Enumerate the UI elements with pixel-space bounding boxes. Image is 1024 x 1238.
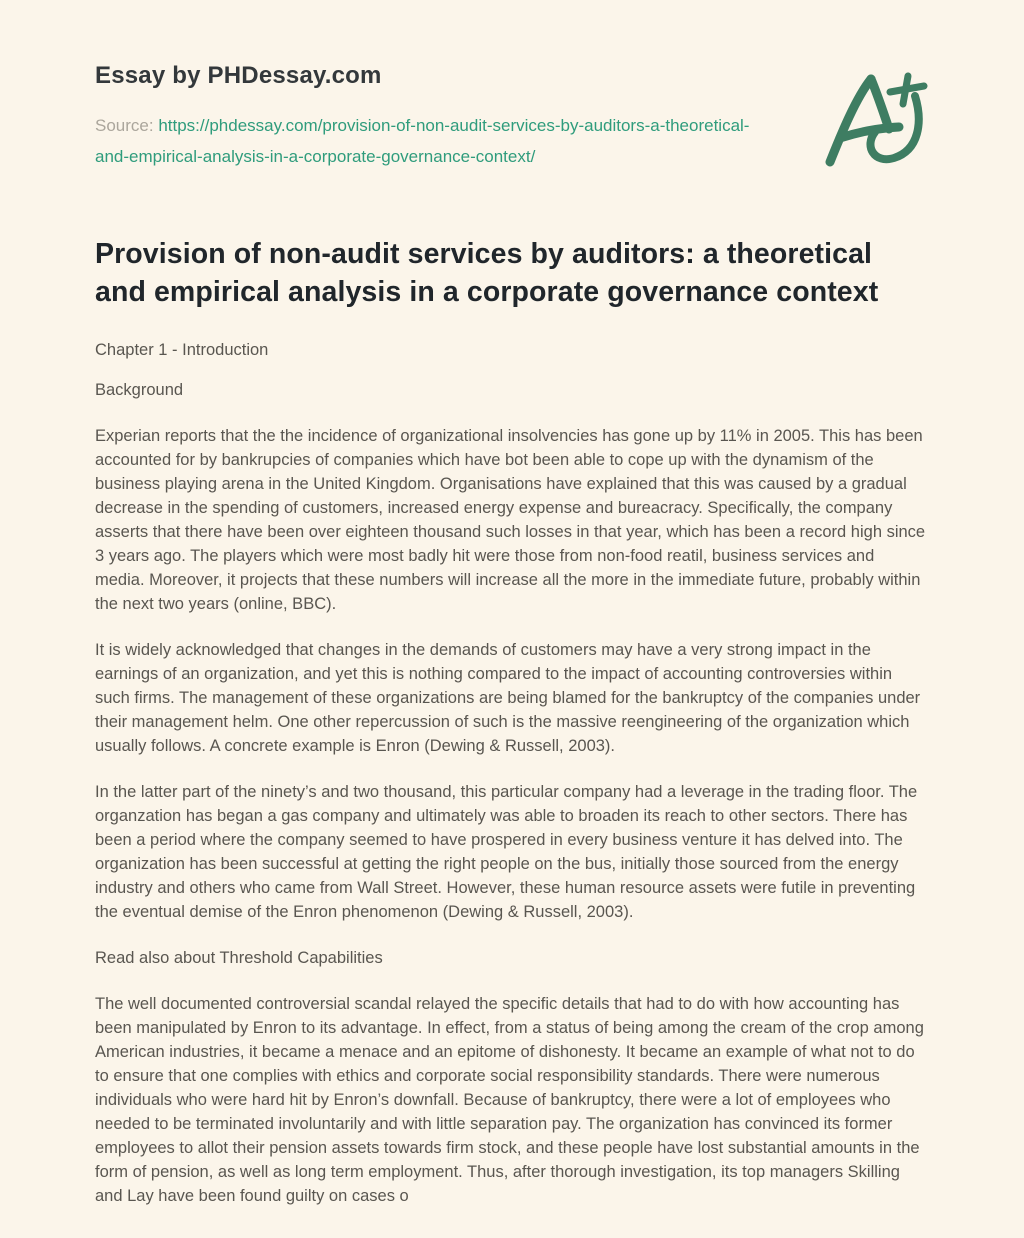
read-also-link[interactable]: Read also about Threshold Capabilities (95, 949, 383, 967)
article-title: Provision of non-audit services by auditors: a theoretical and empirical analysis in a corporate governance context (95, 238, 879, 308)
paragraph-2: It is widely acknowledged that changes in the demands of customers may have a very strong impact in the earnings of an organization, and yet this is nothing compared to the impact of accounting controversies within such firms. The management of these organizations are being blamed for the bankruptcy of the companies under their management helm. One other repercussion of such is the massive reengineering of the organization which usually follows. A concrete example is Enron (Dewing & Russell, 2003). (95, 641, 921, 755)
source-line (95, 110, 755, 172)
paragraph-1: Experian reports that the the incidence of organizational insolvencies has gone up by 11% in 2005. This has been accounted for by bankrupcies of companies which have bot been able to cope up with the dynamism of the business playing arena in the United Kingdom. Organisations have explained that this was caused by a gradual decrease in the spending of customers, increased energy expense and bureacracy. Specifically, the company asserts that there have been over eighteen thousand such losses in that year, which has been a record high since 3 years ago. The players which were most badly hit were those from non-food reatil, business services and media. Moreover, it projects that these numbers will increase all the more in the immediate future, probably within the next two years (online, BBC). (95, 427, 926, 613)
paragraph-3: In the latter part of the ninety’s and two thousand, this particular company had a leverage in the trading floor. The organzation has began a gas company and ultimately was able to broaden its reach to other sectors. There has been a period where the company seemed to have prospered in every business venture it has delved into. The organization has been successful at getting the right people on the bus, initially those sourced from the energy industry and others who came from Wall Street. However, these human resource assets were futile in preventing the eventual demise of the Enron phenomenon (Dewing & Russell, 2003). (95, 783, 918, 921)
source-url-link[interactable]: https://phdessay.com/provision-of-non-audit-services-by-auditors-a-theoretical-and-empirical-analysis-in-a-corporate-governance-context/ (95, 116, 750, 166)
site-title: Essay by PHDessay.com (95, 62, 382, 89)
paragraph-4: The well documented controversial scandal relayed the specific details that had to do with how accounting has been manipulated by Enron to its advantage. In effect, from a status of being among the cream of the crop among American industries, it became a menace and an epitome of dishonesty. It became an example of what not to do to ensure that one complies with ethics and corporate social responsibility standards. There were numerous individuals who were hard hit by Enron’s downfall. Because of bankruptcy, there were a lot of employees who needed to be terminated involuntarily and with little separation pay. The organization has convinced its former employees to allot their pension assets towards firm stock, and these people have lost substantial amounts in the form of pension, as well as long term employment. Thus, after thorough investigation, its top managers Skilling and Lay have been found guilty on cases o (95, 995, 924, 1205)
page-header (95, 62, 928, 175)
section-heading: Background (95, 381, 184, 399)
source-label: Source: (95, 116, 159, 135)
phdessay-a-plus-logo-icon (822, 70, 934, 175)
chapter-heading: Chapter 1 - Introduction (95, 341, 269, 359)
